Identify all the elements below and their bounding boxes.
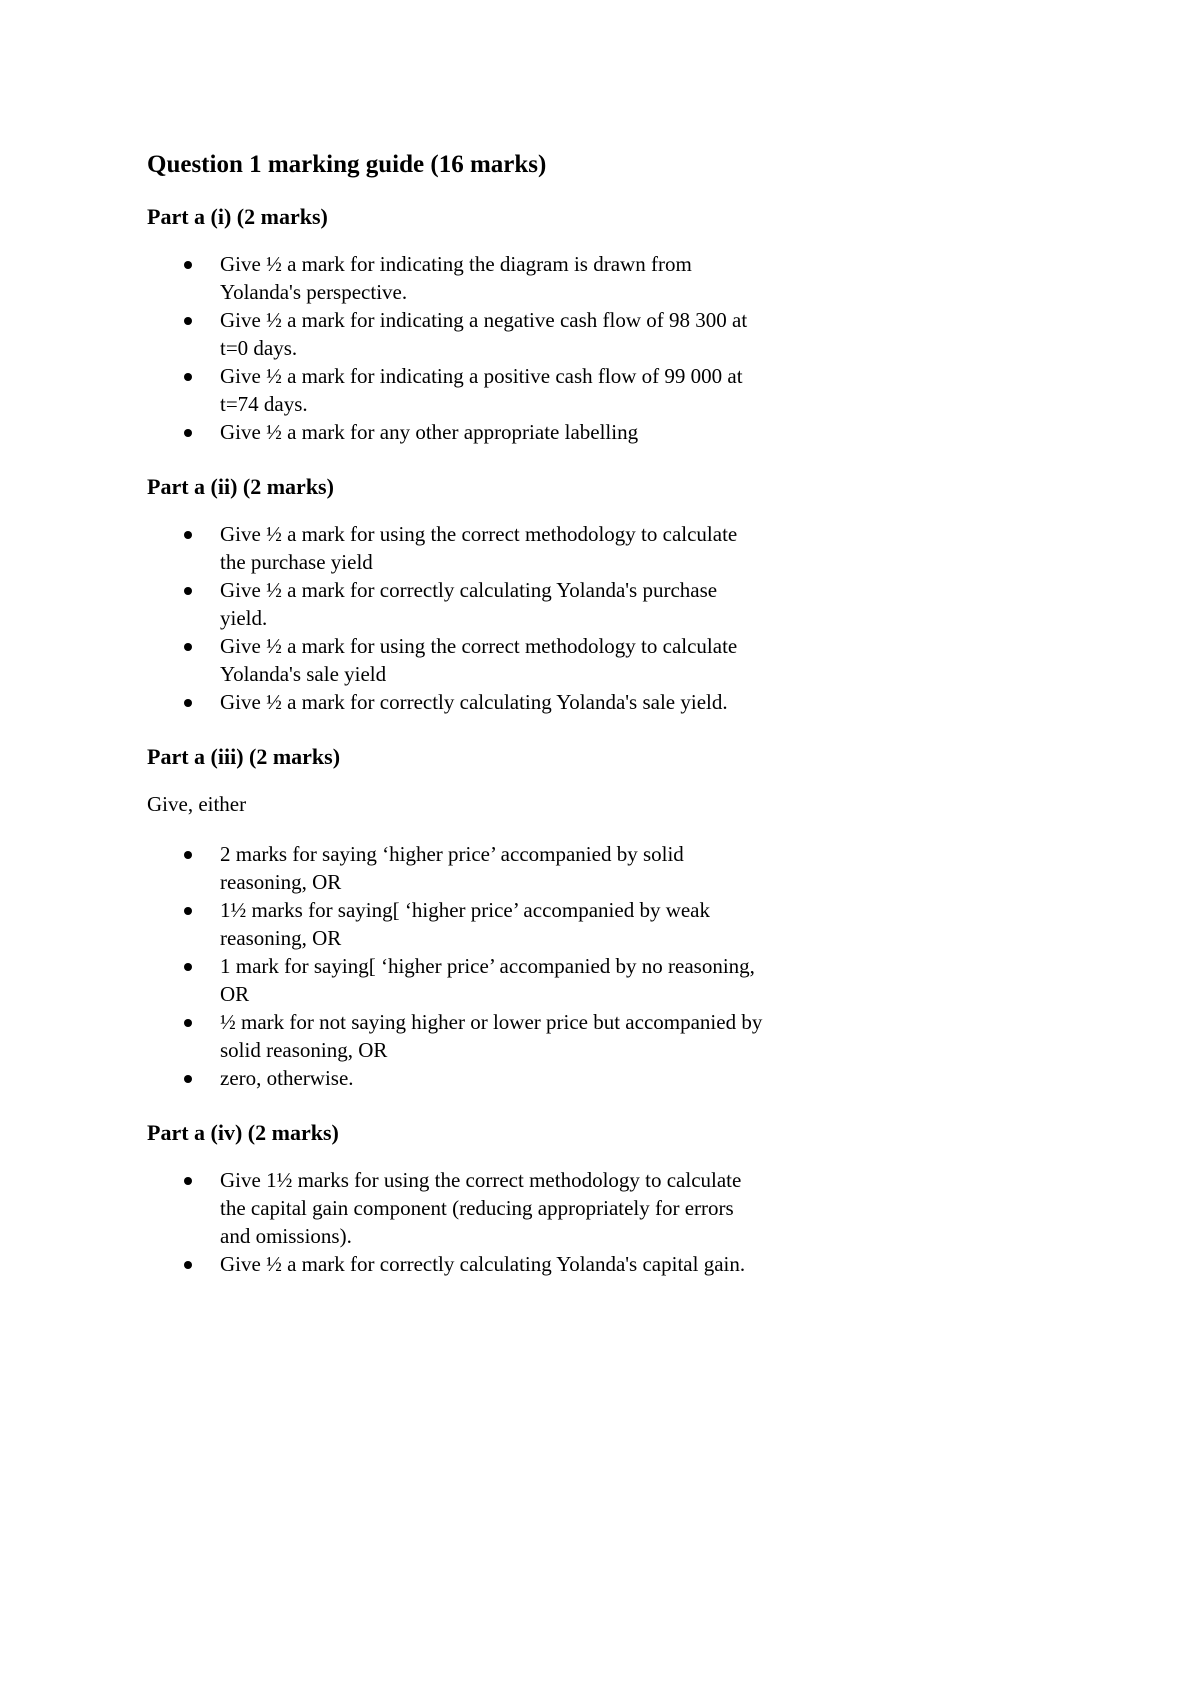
section-heading: Part a (iii) (2 marks) [147,744,341,769]
list-item [147,1250,767,1278]
list-item-text: Give ½ a mark for correctly calculating Yolanda's capital gain. [220,1252,746,1276]
list-item [147,1064,767,1092]
bullet-icon [184,1075,192,1083]
bullet-icon [184,531,192,539]
list-item-text: Give ½ a mark for indicating a positive cash flow of 99 000 at t=74 days. [220,364,743,416]
bullet-icon [184,1261,192,1269]
bullet-icon [184,907,192,915]
list-item-text: 2 marks for saying ‘higher price’ accompanied by solid reasoning, OR [220,842,684,894]
list-item-text: Give ½ a mark for correctly calculating Yolanda's sale yield. [220,690,728,714]
section-part-a-iii [147,742,767,1092]
list-item [147,576,767,632]
list-item-text: Give ½ a mark for using the correct methodology to calculate Yolanda's sale yield [220,634,738,686]
section-part-a-iv [147,1118,767,1278]
bullet-icon [184,317,192,325]
bullet-icon [184,261,192,269]
bullet-icon [184,851,192,859]
list-item [147,362,767,418]
list-item-text: Give ½ a mark for indicating the diagram is drawn from Yolanda's perspective. [220,252,692,304]
bullet-icon [184,643,192,651]
list-item-text: ½ mark for not saying higher or lower price but accompanied by solid reasoning, OR [220,1010,763,1062]
list-item [147,520,767,576]
section-heading: Part a (iv) (2 marks) [147,1120,339,1145]
list-item [147,418,767,446]
section-heading: Part a (i) (2 marks) [147,204,328,229]
bullet-icon [184,699,192,707]
list-item [147,1008,767,1064]
list-item [147,840,767,896]
bullet-icon [184,1177,192,1185]
section-part-a-i [147,202,767,446]
list-item-text: 1 mark for saying[ ‘higher price’ accompanied by no reasoning, OR [220,954,755,1006]
marking-list [147,250,767,446]
list-item-text: Give ½ a mark for using the correct methodology to calculate the purchase yield [220,522,738,574]
list-item [147,632,767,688]
list-item [147,306,767,362]
section-intro: Give, either [147,792,247,816]
marking-list [147,840,767,1092]
bullet-icon [184,587,192,595]
list-item [147,1166,767,1250]
list-item [147,250,767,306]
document-page [147,148,767,1304]
list-item-text: zero, otherwise. [220,1066,354,1090]
list-item-text: 1½ marks for saying[ ‘higher price’ accompanied by weak reasoning, OR [220,898,711,950]
list-item-text: Give ½ a mark for indicating a negative cash flow of 98 300 at t=0 days. [220,308,748,360]
section-part-a-ii [147,472,767,716]
marking-list [147,1166,767,1278]
bullet-icon [184,373,192,381]
list-item-text: Give ½ a mark for correctly calculating Yolanda's purchase yield. [220,578,718,630]
list-item-text: Give ½ a mark for any other appropriate labelling [220,420,639,444]
section-heading: Part a (ii) (2 marks) [147,474,334,499]
list-item [147,952,767,1008]
bullet-icon [184,429,192,437]
bullet-icon [184,963,192,971]
document-title: Question 1 marking guide (16 marks) [147,151,547,178]
bullet-icon [184,1019,192,1027]
marking-list [147,520,767,716]
list-item [147,688,767,716]
list-item [147,896,767,952]
list-item-text: Give 1½ marks for using the correct methodology to calculate the capital gain component (reducing appropriately for errors and omissions). [220,1168,742,1248]
